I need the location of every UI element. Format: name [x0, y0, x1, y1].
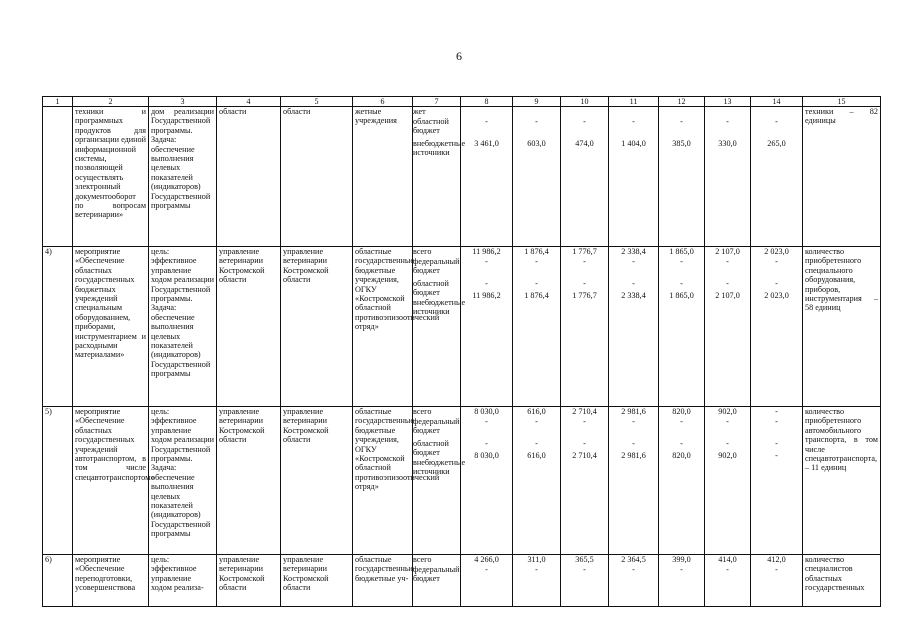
header-col-5: 5 — [281, 97, 353, 107]
expected-result: количество приобретенного специального оборудования, приборов, инструментария – 58 единиц — [803, 247, 881, 407]
funding-source — [413, 555, 460, 587]
amount-value: - — [535, 439, 538, 448]
amount-cell — [609, 107, 659, 247]
amount-value: - — [680, 417, 683, 426]
amount-cell — [659, 107, 705, 247]
amount-value: 902,0 — [718, 407, 737, 416]
amount-value: - — [583, 257, 586, 266]
amount-value: 1 876,4 — [524, 291, 549, 300]
row-number: 4) — [43, 247, 73, 407]
amount-cell — [751, 107, 803, 247]
amount-stack — [513, 107, 560, 169]
header-col-11: 11 — [609, 97, 659, 107]
amount-value: - — [535, 417, 538, 426]
participants: областные государственные бюджетные уч- — [353, 555, 413, 607]
amount-value: - — [485, 439, 488, 448]
amount-stack — [659, 407, 704, 485]
amount-stack — [461, 107, 512, 169]
funding-source-cell — [413, 107, 466, 247]
amount-value: 2 338,4 — [621, 291, 646, 300]
amount-cell — [705, 407, 751, 555]
table-row — [43, 555, 881, 607]
amount-value: - — [535, 117, 538, 126]
amount-value — [513, 107, 560, 117]
amount-value: 11 986,2 — [472, 291, 501, 300]
funding-source-item: областной бюджет — [413, 279, 449, 298]
amount-stack — [659, 107, 704, 169]
amount-value: 474,0 — [575, 139, 594, 148]
amount-cell — [513, 247, 561, 407]
goal-task: цель: эффективное управление ходом реализа- — [149, 555, 217, 607]
header-col-3: 3 — [149, 97, 217, 107]
funding-source-item: федеральный бюджет — [413, 565, 460, 584]
amount-value: 385,0 — [672, 139, 691, 148]
amount-value: - — [485, 565, 488, 574]
amount-value: 2 023,0 — [764, 291, 789, 300]
amount-stack — [609, 407, 658, 485]
amount-value: - — [680, 257, 683, 266]
amount-value: 2 023,0 — [764, 247, 789, 256]
page-number: 6 — [456, 49, 462, 63]
goal-task: цель: эффективное управление ходом реализации Государственной программы. Задача: обеспечение выполнения целевых показателей (индикаторов) Государственной программы — [149, 407, 217, 555]
amount-value: - — [775, 565, 778, 574]
amount-value: 2 710,4 — [572, 451, 597, 460]
amount-stack — [513, 407, 560, 485]
amount-value: 414,0 — [718, 555, 737, 564]
amount-stack — [705, 555, 750, 587]
amount-stack — [751, 555, 802, 587]
amount-value: - — [680, 117, 683, 126]
amount-value: - — [535, 565, 538, 574]
amount-value — [461, 107, 512, 117]
amount-value: 1 776,7 — [572, 247, 597, 256]
amount-cell — [751, 407, 803, 555]
table-row — [43, 247, 881, 407]
amount-cell — [461, 247, 513, 407]
co-executor: области — [281, 107, 353, 247]
header-col-10: 10 — [561, 97, 609, 107]
amount-value — [609, 107, 658, 117]
amount-value: 2 107,0 — [715, 291, 740, 300]
header-col-14: 14 — [751, 97, 803, 107]
header-col-1: 1 — [43, 97, 73, 107]
amount-stack — [461, 247, 512, 325]
amount-value: - — [775, 407, 778, 416]
amount-stack — [561, 407, 608, 485]
amount-stack — [609, 247, 658, 325]
amount-stack — [751, 107, 802, 169]
amount-cell — [659, 247, 705, 407]
funding-source-cell — [413, 555, 461, 607]
funding-source-item: внебюджетные источники — [413, 139, 466, 158]
amount-cell — [751, 247, 803, 407]
amount-value: - — [775, 451, 778, 460]
amount-value: - — [680, 279, 683, 288]
activity-name: техники и программных продуктов для организации единой информационной системы, позволяющей осуществлять электронный документооборот по вопросам ветеринарии» — [73, 107, 149, 247]
amount-value: 1 865,0 — [669, 247, 694, 256]
amount-value: 616,0 — [527, 407, 546, 416]
co-executor: управление ветеринарии Костромской области — [281, 407, 353, 555]
header-col-4: 4 — [217, 97, 281, 107]
responsible-executor: области — [217, 107, 281, 247]
amount-stack — [513, 555, 560, 587]
funding-source-cell — [413, 247, 466, 407]
amount-value: 11 986,2 — [472, 247, 501, 256]
activity-name: мероприятие «Обеспечение областных государственных бюджетных учреждений специальным оборудованием, приборами, инструментарием и расходными материалами» — [73, 247, 149, 407]
amount-value — [561, 107, 608, 117]
amount-value: 820,0 — [672, 407, 691, 416]
header-col-9: 9 — [513, 97, 561, 107]
amount-value: 1 404,0 — [621, 139, 646, 148]
activity-name: мероприятие «Обеспечение областных государственных учреждений автотранспортом, в том числе спецавтотранспортом» — [73, 407, 149, 555]
amount-value: - — [726, 117, 729, 126]
participants: областные государственные бюджетные учреждения, ОГКУ «Костромской областной противоэпизоотический отряд» — [353, 247, 413, 407]
row-number — [43, 107, 73, 247]
amount-cell — [513, 407, 561, 555]
amount-value: 4 266,0 — [474, 555, 499, 564]
amount-stack — [705, 247, 750, 325]
activity-name: мероприятие «Обеспечение переподготовки, усовершенствова — [73, 555, 149, 607]
funding-source-item: федеральный бюджет — [413, 257, 460, 276]
amount-value: 330,0 — [718, 139, 737, 148]
amount-value: 820,0 — [672, 451, 691, 460]
amount-value: - — [775, 417, 778, 426]
amount-cell — [751, 555, 803, 607]
co-executor: управление ветеринарии Костромской области — [281, 247, 353, 407]
funding-source-item: внебюджетные источники — [413, 297, 466, 317]
amount-value: 2 107,0 — [715, 247, 740, 256]
amount-value — [751, 107, 802, 117]
funding-source-item: внебюджетные источники — [413, 457, 466, 477]
amount-cell — [705, 107, 751, 247]
amount-cell — [461, 107, 513, 247]
amount-stack — [561, 107, 608, 169]
amount-value: - — [583, 417, 586, 426]
amount-stack — [659, 247, 704, 325]
row-number: 6) — [43, 555, 73, 607]
amount-stack — [461, 407, 512, 485]
amount-value: 3 461,0 — [474, 139, 499, 148]
funding-source-item: федеральный бюджет — [413, 417, 460, 436]
amount-cell — [659, 555, 705, 607]
amount-stack — [751, 247, 802, 325]
responsible-executor: управление ветеринарии Костромской области — [217, 247, 281, 407]
program-table — [42, 96, 881, 607]
amount-value: - — [583, 117, 586, 126]
amount-value: - — [583, 565, 586, 574]
expected-result: количество приобретенного автомобильного транспорта, в том числе спецавтотранспорта, – 11 единиц — [803, 407, 881, 555]
amount-value: 8 030,0 — [474, 451, 499, 460]
header-col-12: 12 — [659, 97, 705, 107]
header-col-2: 2 — [73, 97, 149, 107]
amount-value: - — [680, 439, 683, 448]
amount-value: - — [583, 279, 586, 288]
amount-value: - — [726, 565, 729, 574]
amount-stack — [461, 555, 512, 587]
amount-value: 1 776,7 — [572, 291, 597, 300]
amount-value: - — [775, 279, 778, 288]
amount-value: - — [583, 439, 586, 448]
funding-source-item: областной бюджет — [413, 439, 449, 458]
amount-value: 399,0 — [672, 555, 691, 564]
funding-source-item: жет — [413, 107, 426, 116]
amount-stack — [513, 247, 560, 325]
amount-value: 365,5 — [575, 555, 594, 564]
amount-cell — [561, 555, 609, 607]
amount-stack — [561, 555, 608, 587]
table-row — [43, 107, 881, 247]
amount-value: - — [632, 565, 635, 574]
amount-value: - — [680, 565, 683, 574]
amount-value: 8 030,0 — [474, 407, 499, 416]
co-executor: управление ветеринарии Костромской области — [281, 555, 353, 607]
amount-cell — [609, 407, 659, 555]
amount-value — [705, 107, 750, 117]
amount-value: 1 876,4 — [524, 247, 549, 256]
amount-stack — [751, 407, 802, 485]
amount-value: - — [726, 257, 729, 266]
amount-value: - — [632, 257, 635, 266]
amount-stack — [659, 555, 704, 587]
responsible-executor: управление ветеринарии Костромской области — [217, 555, 281, 607]
amount-cell — [513, 107, 561, 247]
amount-stack — [609, 107, 658, 169]
header-col-6: 6 — [353, 97, 413, 107]
amount-value: 603,0 — [527, 139, 546, 148]
responsible-executor: управление ветеринарии Костромской области — [217, 407, 281, 555]
amount-value: - — [485, 279, 488, 288]
amount-cell — [561, 407, 609, 555]
amount-value: 311,0 — [527, 555, 546, 564]
expected-result: техники – 82 единицы — [803, 107, 881, 247]
amount-value: 616,0 — [527, 451, 546, 460]
funding-source-item: всего — [413, 555, 432, 564]
amount-cell — [461, 555, 513, 607]
amount-stack — [705, 407, 750, 485]
row-number: 5) — [43, 407, 73, 555]
goal-task: дом реализации Государственной программы. Задача: обеспечение выполнения целевых показателей (индикаторов) Государственной программы — [149, 107, 217, 247]
amount-cell — [513, 555, 561, 607]
amount-value: - — [485, 257, 488, 266]
amount-value: - — [726, 439, 729, 448]
amount-stack — [705, 107, 750, 169]
amount-value: - — [632, 417, 635, 426]
funding-source-item: всего — [413, 247, 432, 256]
amount-value: - — [775, 439, 778, 448]
header-row — [43, 97, 881, 107]
amount-value: 2 338,4 — [621, 247, 646, 256]
funding-source-item: всего — [413, 407, 432, 416]
header-col-13: 13 — [705, 97, 751, 107]
header-col-15: 15 — [803, 97, 881, 107]
amount-value: - — [485, 417, 488, 426]
amount-cell — [561, 107, 609, 247]
header-col-7: 7 — [413, 97, 461, 107]
amount-value: - — [775, 257, 778, 266]
amount-value: - — [632, 439, 635, 448]
amount-value: 2 364,5 — [621, 555, 646, 564]
amount-value: 2 981,6 — [621, 407, 646, 416]
funding-source-item: областной бюджет — [413, 117, 449, 136]
amount-value: - — [485, 117, 488, 126]
participants: жетные учреждения — [353, 107, 413, 247]
amount-value: - — [775, 117, 778, 126]
amount-value: 1 865,0 — [669, 291, 694, 300]
amount-value: - — [535, 257, 538, 266]
amount-value: - — [726, 279, 729, 288]
amount-cell — [705, 555, 751, 607]
table-row — [43, 407, 881, 555]
amount-value: 412,0 — [767, 555, 786, 564]
amount-value: 2 981,6 — [621, 451, 646, 460]
amount-cell — [609, 247, 659, 407]
header-col-8: 8 — [461, 97, 513, 107]
amount-value — [659, 107, 704, 117]
goal-task: цель: эффективное управление ходом реализации Государственной программы. Задача: обеспечение выполнения целевых показателей (индикаторов) Государственной программы — [149, 247, 217, 407]
amount-stack — [561, 247, 608, 325]
amount-value: - — [726, 417, 729, 426]
funding-source — [413, 107, 466, 169]
amount-stack — [609, 555, 658, 587]
amount-cell — [609, 555, 659, 607]
amount-cell — [659, 407, 705, 555]
amount-cell — [705, 247, 751, 407]
expected-result: количество специалистов областных государственных — [803, 555, 881, 607]
amount-cell — [561, 247, 609, 407]
amount-cell — [461, 407, 513, 555]
amount-value: 2 710,4 — [572, 407, 597, 416]
amount-value: - — [535, 279, 538, 288]
amount-value: - — [632, 117, 635, 126]
amount-value: 902,0 — [718, 451, 737, 460]
amount-value: 265,0 — [767, 139, 786, 148]
amount-value: - — [632, 279, 635, 288]
participants: областные государственные бюджетные учреждения, ОГКУ «Костромской областной противоэпизоотический отряд» — [353, 407, 413, 555]
